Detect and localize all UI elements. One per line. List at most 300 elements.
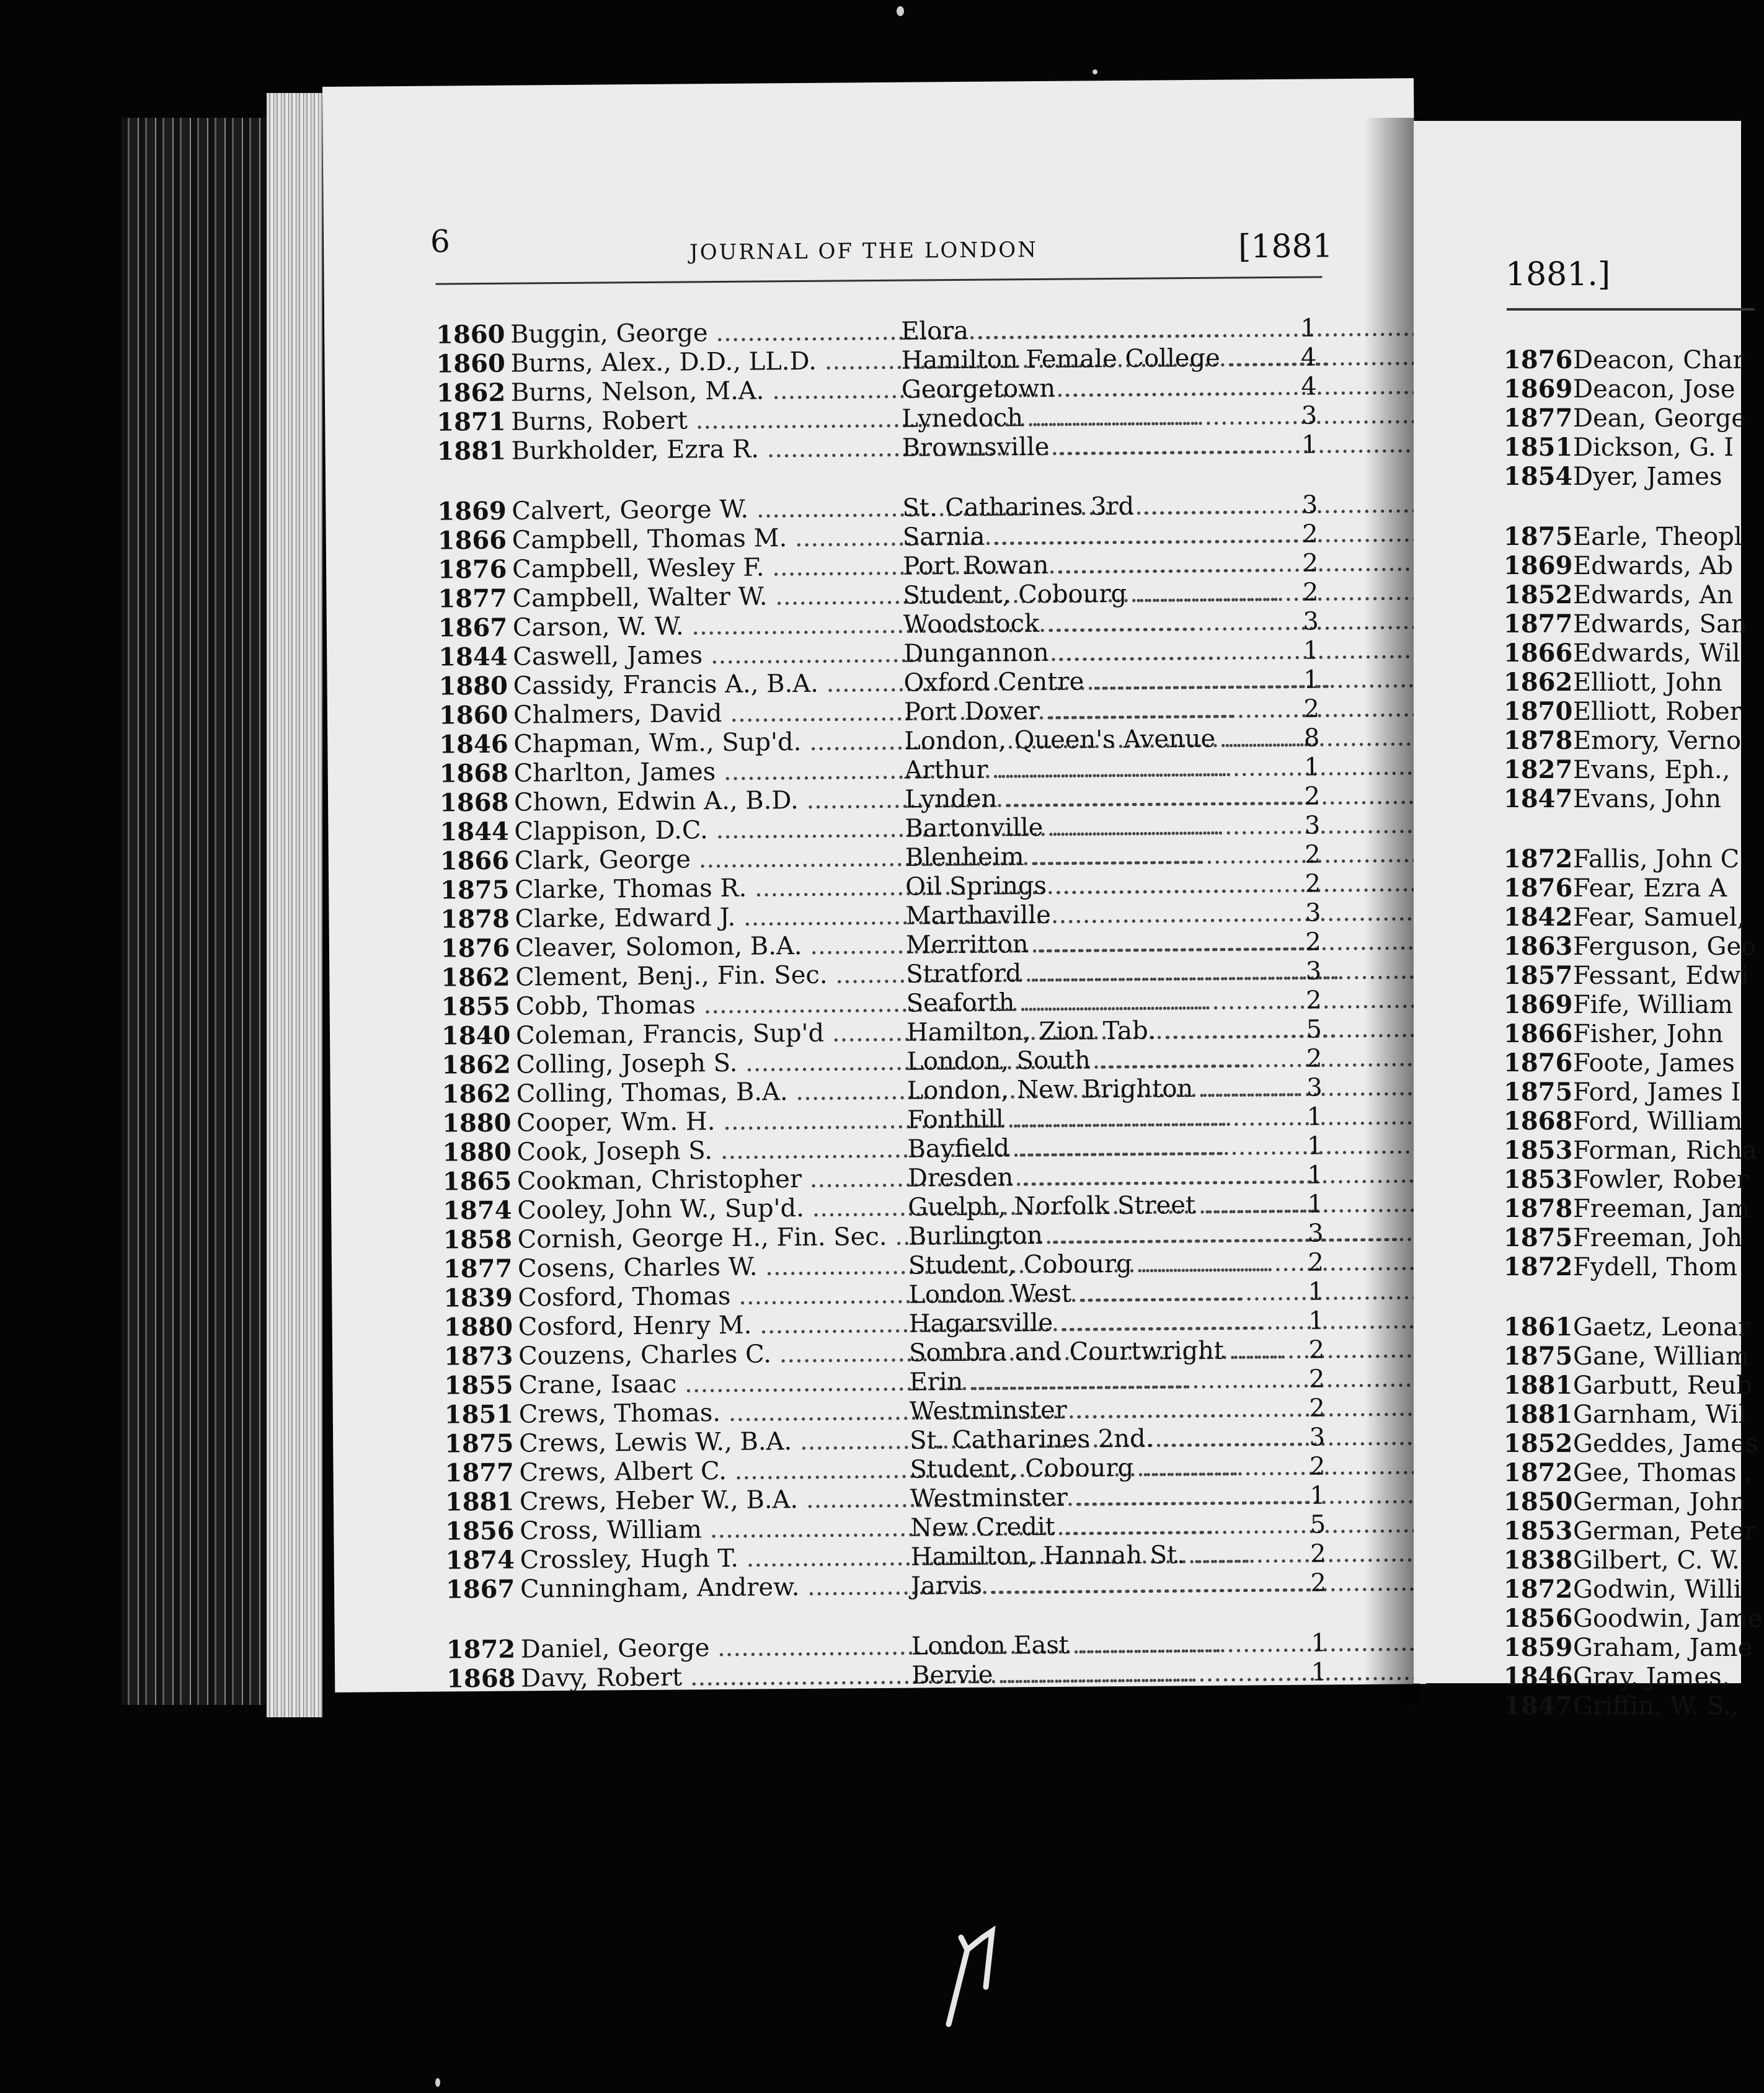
- entry-years: 2: [1309, 1394, 1325, 1423]
- entry-year: 1873: [443, 1341, 513, 1371]
- entry-name: Cookman, Christopher .....: [517, 1164, 908, 1197]
- entry-years: 5: [1310, 1510, 1326, 1539]
- list-item: [1504, 1400, 1764, 1429]
- entry-name: Clappison, D.C. .....: [514, 815, 905, 847]
- entry-name: Graham, Jame: [1573, 1634, 1753, 1662]
- entry-year: 1880: [443, 1312, 513, 1342]
- entry-year: 1847: [1504, 784, 1573, 813]
- entry-name: Crews, Heber W., B.A. .....: [520, 1485, 910, 1517]
- entry-name: Clarke, Thomas R. .....: [515, 873, 905, 905]
- entry-year: 1850: [1504, 1487, 1573, 1516]
- entry-year: 1861: [1504, 1312, 1573, 1342]
- list-item: [1504, 668, 1764, 697]
- list-item: [1504, 1165, 1764, 1194]
- entry-year: 1866: [440, 846, 510, 876]
- list-item: [446, 1568, 1326, 1604]
- entry-place: Lynedoch .....: [902, 402, 1286, 434]
- entry-name: Colling, Thomas, B.A. .....: [516, 1077, 907, 1109]
- entry-name: Fydell, Thom: [1573, 1253, 1738, 1281]
- entry-year: 1872: [1504, 1252, 1573, 1281]
- entry-place: Oil Springs .....: [905, 870, 1290, 902]
- entry-place: Port Dover .....: [904, 695, 1288, 727]
- entry-year: 1859: [1504, 1633, 1573, 1662]
- entry-name: Cosford, Thomas .....: [518, 1281, 908, 1313]
- entry-year: 1877: [438, 583, 508, 614]
- entry-year: 1853: [1504, 1516, 1573, 1546]
- entry-year: 1856: [445, 1516, 515, 1546]
- entry-name: Burns, Robert .....: [511, 405, 902, 437]
- book-page-edges: [122, 118, 277, 1705]
- entry-year: 1876: [1504, 874, 1573, 903]
- entry-year: 1851: [444, 1399, 514, 1430]
- list-item: [1504, 404, 1764, 433]
- entry-year: 1860: [435, 319, 505, 350]
- entry-place: Oxford Centre .....: [903, 666, 1288, 698]
- entry-years: 2: [1305, 927, 1322, 957]
- entry-name: Crews, Thomas. .....: [519, 1397, 910, 1430]
- entry-name: Cooper, Wm. H. .....: [516, 1106, 907, 1138]
- entry-year: 1851: [1504, 433, 1573, 462]
- entry-years: 2: [1303, 694, 1320, 723]
- entry-name: Deacon, Jose: [1573, 375, 1735, 404]
- entry-name: Fowler, Rober: [1573, 1166, 1749, 1194]
- entry-year: 1877: [443, 1254, 513, 1284]
- entry-place: Dungannon .....: [903, 637, 1288, 669]
- entry-years: 3: [1309, 1423, 1326, 1452]
- entry-place: Bartonville .....: [905, 812, 1289, 844]
- entry-name: Freeman, Joh: [1573, 1224, 1743, 1252]
- entry-year: 1878: [1504, 1194, 1573, 1223]
- book-page-edges-light: [267, 93, 322, 1717]
- list-item: [1504, 1019, 1764, 1048]
- entry-name: Foote, James: [1573, 1049, 1735, 1077]
- list-item: [1504, 551, 1764, 580]
- entry-year: 1875: [1504, 1077, 1573, 1107]
- list-item: [1504, 433, 1764, 462]
- list-item: [1504, 726, 1764, 755]
- page-year: [1881: [1238, 228, 1333, 266]
- entry-year: 1854: [1504, 462, 1573, 491]
- entry-year: 1880: [438, 671, 508, 701]
- entry-name: Ferguson, Geo: [1573, 932, 1757, 961]
- entry-year: 1875: [440, 875, 510, 905]
- entry-year: 1840: [441, 1020, 511, 1051]
- group-gap: [1504, 491, 1764, 522]
- entry-name: Calvert, George W. .....: [512, 494, 902, 526]
- list-item: [1504, 462, 1764, 491]
- entry-year: 1870: [1504, 697, 1573, 726]
- entry-years: 2: [1309, 1452, 1326, 1481]
- entry-name: Cleaver, Solomon, B.A. .....: [515, 931, 906, 963]
- entry-year: 1847: [1504, 1691, 1573, 1720]
- entry-name: Cross, William .....: [520, 1514, 910, 1546]
- entry-name: Evans, Eph.,: [1573, 756, 1731, 784]
- entry-place: London, South .....: [906, 1045, 1291, 1077]
- entry-years: 1: [1308, 1277, 1324, 1306]
- entry-year: 1881: [437, 436, 507, 466]
- entry-name: Clarke, Edward J. .....: [515, 902, 905, 934]
- entry-year: 1874: [445, 1545, 515, 1575]
- entry-place: Westminster .....: [910, 1482, 1295, 1514]
- list-item: [1504, 345, 1764, 374]
- entry-year: 1846: [439, 729, 508, 759]
- list-item: [1504, 1223, 1764, 1252]
- entry-years: 2: [1310, 1569, 1327, 1598]
- entry-years: 3: [1305, 957, 1322, 986]
- entry-year: 1881: [1504, 1400, 1573, 1429]
- entry-years: 3: [1301, 401, 1318, 430]
- entry-name: Fessant, Edwi: [1573, 962, 1749, 990]
- entry-years: 2: [1302, 520, 1318, 549]
- entry-years: 2: [1305, 986, 1322, 1015]
- entry-place: London, Queen's Avenue .....: [904, 724, 1288, 756]
- entry-place: Bervie .....: [911, 1658, 1296, 1691]
- entry-name: Davy, Robert .....: [521, 1662, 911, 1694]
- page-number: 6: [430, 223, 451, 260]
- entry-name: Cosford, Henry M. .....: [518, 1310, 909, 1342]
- entry-year: 1868: [446, 1663, 516, 1694]
- entry-years: 2: [1302, 578, 1319, 607]
- entry-name: Gane, William: [1573, 1342, 1750, 1371]
- left-page: [322, 78, 1426, 1693]
- entry-year: 1878: [1504, 726, 1573, 755]
- entry-name: Cosens, Charles W. .....: [518, 1252, 908, 1284]
- list-item: [1504, 903, 1764, 932]
- right-page: [1414, 121, 1763, 1720]
- entry-year: 1872: [446, 1634, 516, 1665]
- entry-year: 1827: [1504, 755, 1573, 784]
- right-header-rule: [1507, 308, 1755, 311]
- entry-name: Deacon, Char: [1573, 346, 1745, 374]
- entry-name: Cornish, George H., Fin. Sec. .....: [517, 1223, 908, 1255]
- entry-year: 1876: [1504, 1048, 1573, 1077]
- entry-year: 1867: [445, 1574, 515, 1604]
- entry-name: Gilbert, C. W.: [1573, 1546, 1740, 1575]
- list-item: [1504, 1662, 1764, 1691]
- entry-year: 1868: [439, 787, 509, 818]
- entry-place: Elora .....: [901, 314, 1285, 347]
- entry-name: Cooley, John W., Sup'd. .....: [517, 1193, 908, 1226]
- entry-name: Elliott, John: [1573, 668, 1722, 697]
- entry-years: 2: [1308, 1365, 1325, 1394]
- entry-year: 1852: [1504, 580, 1573, 609]
- entry-name: Earle, Theopl: [1573, 523, 1742, 551]
- entry-name: Campbell, Walter W. .....: [512, 582, 903, 614]
- entry-name: Fisher, John: [1573, 1020, 1724, 1048]
- entry-years: 2: [1305, 869, 1321, 898]
- entry-name: Coleman, Francis, Sup'd .....: [516, 1019, 906, 1051]
- entry-name: Fallis, John C: [1573, 845, 1740, 874]
- entry-name: Fear, Ezra A: [1573, 874, 1727, 903]
- list-item: [1504, 609, 1764, 639]
- handwritten-mark: [924, 1913, 1017, 2037]
- entry-year: 1844: [438, 642, 508, 672]
- entry-year: 1844: [440, 816, 509, 847]
- list-item: [1504, 844, 1764, 874]
- entry-place: Erin .....: [909, 1365, 1293, 1397]
- entry-name: Cunningham, Andrew. .....: [520, 1572, 911, 1604]
- dust-speck: [435, 2078, 440, 2087]
- list-item: [1504, 1633, 1764, 1662]
- list-item: [1504, 639, 1764, 668]
- entry-year: 1856: [1504, 1604, 1573, 1633]
- entry-years: 1: [1306, 1131, 1323, 1161]
- list-item: [437, 430, 1317, 466]
- entry-year: 1871: [437, 407, 506, 437]
- entry-years: 2: [1305, 840, 1321, 869]
- dust-speck: [897, 6, 904, 16]
- entry-years: 1: [1301, 430, 1318, 459]
- entry-years: 2: [1304, 782, 1321, 811]
- list-item: [1504, 1546, 1764, 1575]
- entry-years: 8: [1303, 723, 1320, 753]
- entry-place: Burlington .....: [908, 1219, 1292, 1252]
- entry-place: Merritton .....: [906, 928, 1290, 960]
- entry-year: 1868: [439, 758, 509, 789]
- list-item: [1504, 697, 1764, 726]
- entry-name: Cassidy, Francis A., B.A. .....: [513, 669, 903, 701]
- entry-name: Cook, Joseph S. .....: [516, 1135, 907, 1167]
- entry-name: Edwards, Wil: [1573, 639, 1740, 668]
- entry-year: 1869: [1504, 551, 1573, 580]
- entry-year: 1862: [441, 1050, 511, 1080]
- entry-name: Gaetz, Leonar: [1573, 1313, 1750, 1342]
- entry-year: 1846: [1504, 1662, 1573, 1691]
- entry-name: Crossley, Hugh T. .....: [520, 1543, 910, 1575]
- entry-years: 1: [1307, 1190, 1324, 1219]
- entry-year: 1875: [445, 1428, 514, 1459]
- entry-years: 3: [1305, 898, 1321, 927]
- entry-year: 1863: [1504, 932, 1573, 961]
- entry-year: 1874: [443, 1195, 512, 1226]
- entry-place: Stratford .....: [906, 957, 1290, 989]
- list-item: [1504, 1312, 1764, 1342]
- entry-place: Lynden .....: [905, 782, 1289, 815]
- gutter-shadow: [1364, 118, 1420, 1705]
- entry-name: Campbell, Wesley F. .....: [512, 552, 903, 585]
- entry-years: 3: [1307, 1219, 1324, 1248]
- entry-years: 1: [1307, 1161, 1324, 1190]
- entry-name: Dyer, James: [1573, 462, 1722, 491]
- entry-year: 1855: [441, 991, 511, 1022]
- entry-year: 1872: [1504, 844, 1573, 874]
- entry-year: 1855: [444, 1370, 513, 1400]
- entry-years: 3: [1304, 811, 1321, 840]
- entry-place: Westminster .....: [910, 1394, 1294, 1427]
- entry-year: 1875: [1504, 522, 1573, 551]
- entry-year: 1876: [440, 933, 510, 963]
- entry-year: 1853: [1504, 1136, 1573, 1165]
- entry-place: Blenheim .....: [905, 841, 1290, 873]
- entry-year: 1869: [1504, 374, 1573, 404]
- list-item: [1504, 580, 1764, 609]
- entry-name: Garbutt, Reub: [1573, 1371, 1753, 1400]
- entry-year: 1880: [442, 1137, 512, 1167]
- entry-year: 1862: [436, 378, 506, 408]
- entry-name: Burns, Nelson, M.A. .....: [511, 376, 902, 408]
- entry-name: Chalmers, David .....: [513, 698, 904, 730]
- entry-year: 1857: [1504, 961, 1573, 990]
- entry-year: 1865: [442, 1166, 512, 1197]
- entry-place: Jarvis .....: [911, 1569, 1295, 1601]
- entry-name: Fife, William: [1573, 991, 1733, 1019]
- entry-name: Emory, Verno: [1573, 727, 1741, 755]
- entry-year: 1867: [438, 613, 508, 643]
- entry-years: 1: [1311, 1629, 1327, 1658]
- entry-year: 1862: [441, 1079, 512, 1109]
- entry-year: 1860: [436, 348, 506, 379]
- list-item: [1504, 1604, 1764, 1633]
- entry-name: Clement, Benj., Fin. Sec. .....: [515, 960, 906, 993]
- entry-place: London East .....: [911, 1629, 1296, 1662]
- entry-name: Garnham, Wil: [1573, 1400, 1747, 1429]
- entry-year: 1872: [1504, 1575, 1573, 1604]
- entry-place: Sarnia .....: [903, 520, 1287, 552]
- entry-place: Brownsville .....: [902, 431, 1286, 463]
- list-item: [1504, 1575, 1764, 1604]
- entry-place: Bayfield .....: [907, 1132, 1292, 1164]
- entry-place: Student, Cobourg .....: [903, 578, 1287, 611]
- entry-name: Colling, Joseph S. .....: [516, 1048, 906, 1080]
- entry-name: Gee, Thomas .: [1573, 1459, 1752, 1487]
- entry-year: 1875: [1504, 1223, 1573, 1252]
- entry-year: 1842: [1504, 903, 1573, 932]
- entry-name: Crane, Isaac .....: [518, 1368, 909, 1400]
- entry-name: Chapman, Wm., Sup'd. .....: [513, 727, 904, 759]
- entry-year: 1877: [1504, 609, 1573, 639]
- entry-name: Charlton, James .....: [514, 756, 905, 789]
- entry-name: Ford, James I: [1573, 1078, 1741, 1107]
- list-item: [1504, 1194, 1764, 1223]
- entry-year: 1866: [437, 525, 507, 555]
- entry-year: 1839: [443, 1283, 513, 1313]
- entry-year: 1862: [1504, 668, 1573, 697]
- entry-place: St. Catharines 2nd. .....: [910, 1423, 1294, 1456]
- entry-place: Sombra and Courtwright .....: [909, 1336, 1293, 1368]
- entry-name: Chown, Edwin A., B.D. .....: [514, 785, 905, 818]
- entry-year: 1869: [437, 496, 507, 526]
- entry-name: Freeman, Jam: [1573, 1195, 1750, 1223]
- list-item: [446, 1657, 1327, 1693]
- entry-year: 1862: [441, 962, 510, 993]
- entry-year: 1838: [1504, 1546, 1573, 1575]
- entry-name: Clark, George .....: [515, 844, 905, 876]
- entry-place: Dresden .....: [908, 1161, 1292, 1193]
- entry-name: German, Peter: [1573, 1517, 1757, 1546]
- entry-year: 1860: [438, 700, 508, 730]
- header-rule: [435, 276, 1322, 285]
- entry-years: 2: [1308, 1248, 1324, 1277]
- entry-place: Hagarsville .....: [909, 1307, 1293, 1339]
- entry-years: 1: [1310, 1481, 1326, 1510]
- entry-place: London West .....: [908, 1278, 1293, 1310]
- entry-year: 1881: [1504, 1371, 1573, 1400]
- entry-name: Geddes, James: [1573, 1430, 1758, 1458]
- entry-year: 1877: [1504, 404, 1573, 433]
- entry-place: Arthur .....: [905, 753, 1289, 785]
- entry-years: 4: [1300, 343, 1317, 372]
- entry-place: New Credit .....: [910, 1511, 1295, 1543]
- entry-years: 5: [1306, 1015, 1323, 1044]
- entry-place: St. Catharines 3rd .....: [902, 491, 1287, 523]
- entry-name: Ford, William: [1573, 1107, 1743, 1136]
- entry-name: Crews, Lewis W., B.A. .....: [519, 1427, 910, 1459]
- list-item: [1504, 1371, 1764, 1400]
- entry-years: 2: [1308, 1335, 1325, 1365]
- entry-name: Forman, Richa: [1573, 1136, 1757, 1165]
- list-item: [1504, 1487, 1764, 1516]
- entry-name: Buggin, George .....: [510, 317, 901, 350]
- ministers-list: [436, 313, 1327, 1693]
- entry-years: 4: [1301, 372, 1318, 401]
- entry-place: Student, Cobourg .....: [908, 1249, 1293, 1281]
- entry-name: Evans, John: [1573, 785, 1722, 813]
- entry-year: 1869: [1504, 990, 1573, 1019]
- entry-year: 1868: [1504, 1107, 1573, 1136]
- entry-name: Caswell, James .....: [513, 640, 903, 672]
- entry-name: Griffin, W. S.,: [1573, 1692, 1739, 1720]
- entry-year: 1876: [1504, 345, 1573, 374]
- entry-year: 1881: [445, 1487, 515, 1517]
- entry-place: Woodstock .....: [903, 608, 1288, 640]
- entry-name: Cobb, Thomas .....: [515, 989, 906, 1022]
- entry-name: Burkholder, Ezra R. .....: [511, 434, 902, 466]
- entry-name: Fear, Samuel,: [1573, 903, 1745, 932]
- entry-years: 3: [1301, 490, 1318, 520]
- entry-place: Georgetown .....: [902, 373, 1286, 405]
- entry-years: 3: [1303, 607, 1319, 636]
- list-item: [1504, 961, 1764, 990]
- entry-years: 1: [1300, 314, 1317, 343]
- entry-year: 1880: [441, 1108, 512, 1138]
- entry-years: 1: [1304, 753, 1320, 782]
- list-item: [1504, 990, 1764, 1019]
- entry-place: Hamilton, Zion Tab. .....: [906, 1016, 1291, 1048]
- entry-years: 2: [1306, 1044, 1323, 1073]
- entry-name: Godwin, Willi: [1573, 1575, 1742, 1604]
- entry-year: 1876: [437, 554, 507, 585]
- list-item: [1504, 1077, 1764, 1107]
- entry-name: Campbell, Thomas M. .....: [512, 523, 903, 555]
- entry-years: 1: [1303, 665, 1319, 694]
- list-item: [1504, 755, 1764, 784]
- right-ministers-list: [1504, 345, 1764, 1720]
- entry-name: Crews, Albert C. .....: [519, 1456, 910, 1488]
- entry-place: Marthaville .....: [905, 899, 1290, 931]
- list-item: [1504, 1516, 1764, 1546]
- entry-place: Seaforth .....: [906, 986, 1290, 1019]
- entry-name: Edwards, San: [1573, 610, 1747, 639]
- entry-place: Fonthill .....: [907, 1103, 1292, 1135]
- entry-years: 2: [1302, 549, 1319, 578]
- list-item: [1504, 874, 1764, 903]
- entry-name: Elliott, Rober: [1573, 697, 1742, 726]
- list-item: [1504, 1048, 1764, 1077]
- entry-years: 2: [1310, 1539, 1326, 1569]
- list-item: [1504, 1252, 1764, 1281]
- entry-name: Edwards, Ab: [1573, 552, 1734, 580]
- entry-year: 1866: [1504, 639, 1573, 668]
- right-page-year: 1881.]: [1505, 256, 1611, 293]
- entry-year: 1877: [445, 1458, 515, 1488]
- entry-name: German, John: [1573, 1488, 1747, 1516]
- running-head: JOURNAL OF THE LONDON: [689, 237, 1039, 265]
- group-gap: [1504, 813, 1764, 844]
- entry-place: Hamilton Female College .....: [901, 343, 1285, 376]
- entry-year: 1866: [1504, 1019, 1573, 1048]
- list-item: [1504, 374, 1764, 404]
- entry-year: 1858: [443, 1224, 513, 1255]
